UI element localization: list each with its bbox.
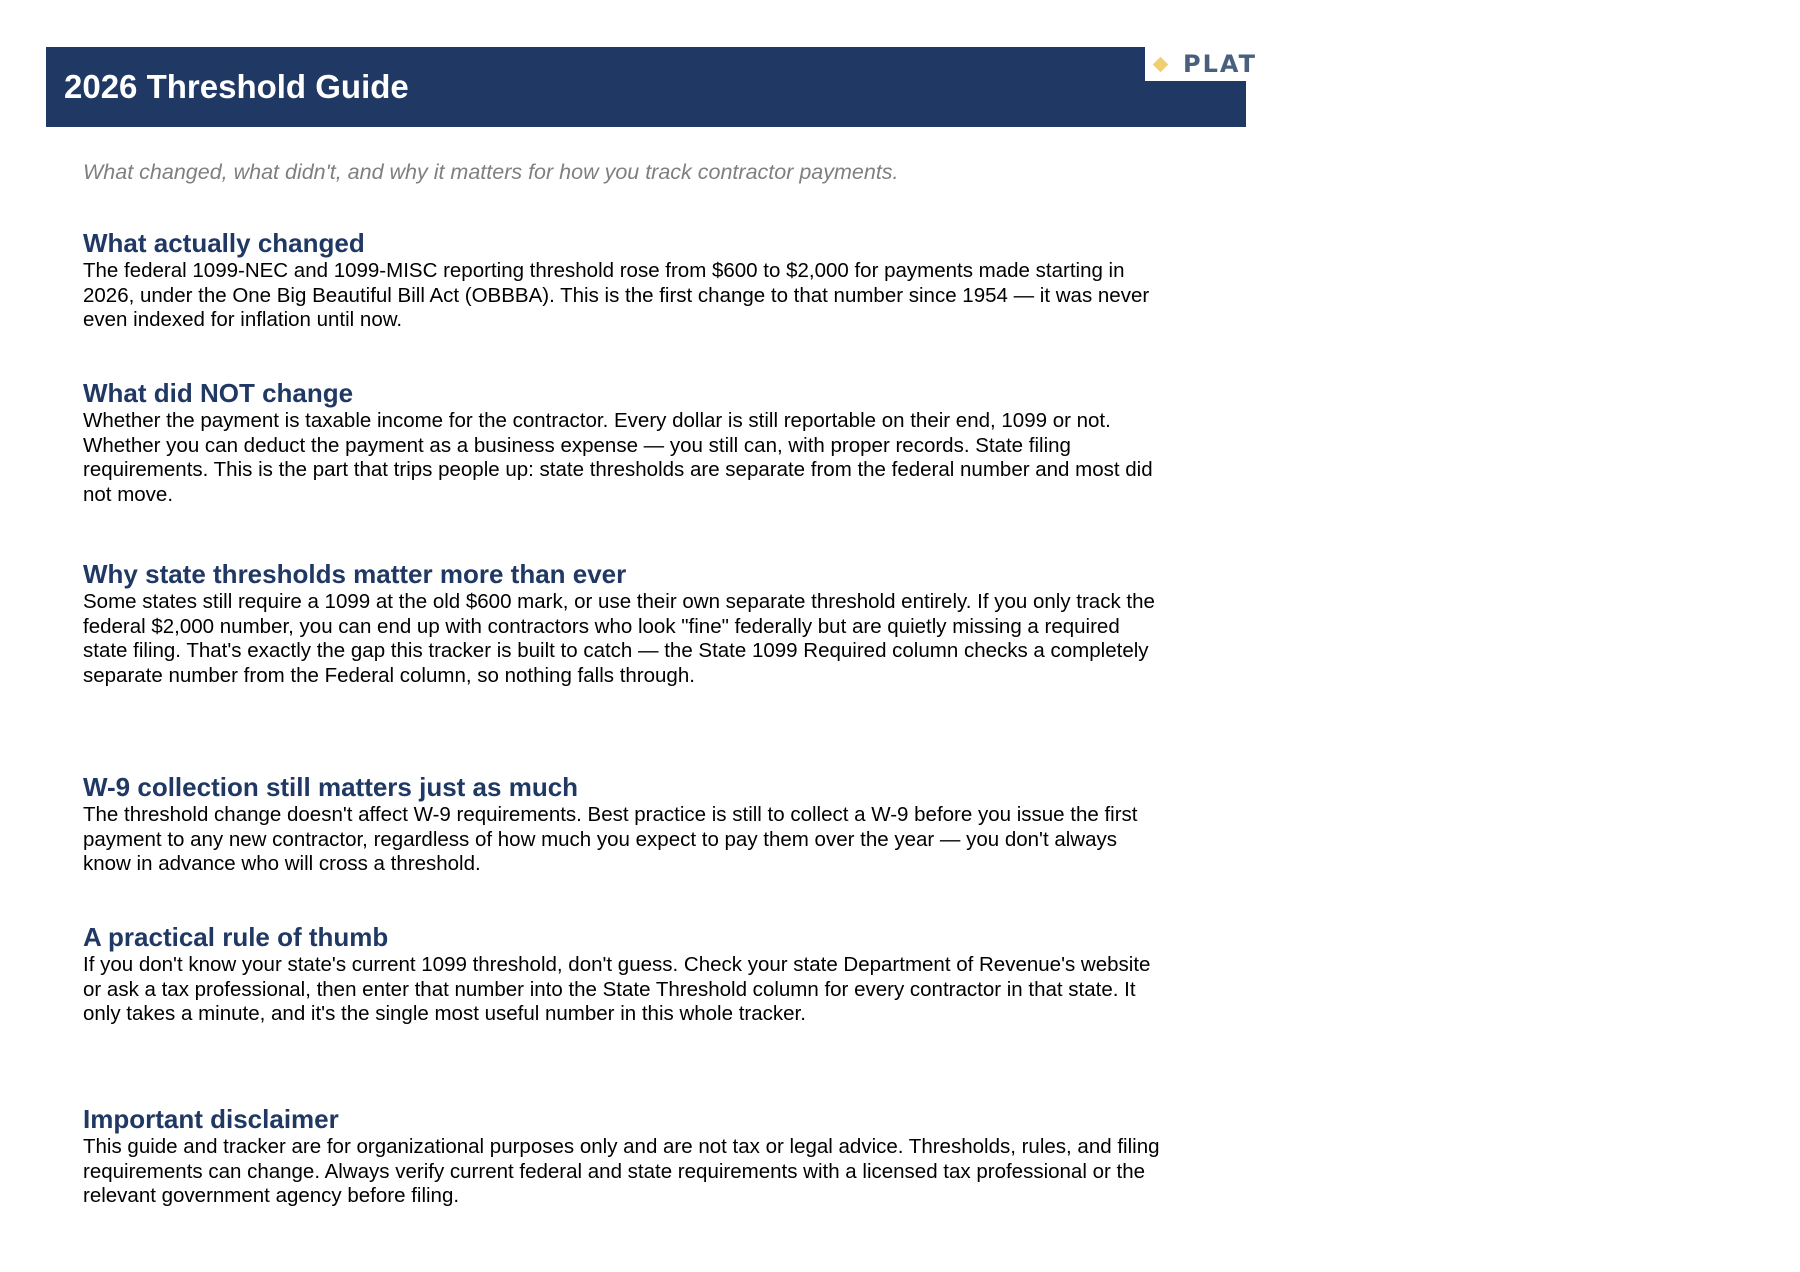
section-heading: W-9 collection still matters just as much	[83, 772, 579, 802]
section-heading: Why state thresholds matter more than ever	[83, 559, 627, 589]
page-title: 2026 Threshold Guide	[64, 68, 409, 105]
section-w9-collection	[83, 772, 1163, 877]
section-heading: Important disclaimer	[83, 1104, 339, 1134]
logo	[1145, 47, 1257, 81]
section-state-thresholds	[83, 559, 1163, 688]
section-what-did-not-change	[83, 378, 1163, 507]
page-subtitle: What changed, what didn't, and why it matters for how you track contractor payments.	[83, 160, 899, 184]
section-body: If you don't know your state's current 1099 threshold, don't guess. Check your state Department of Revenue's website or ask a tax professional, then enter that number into the State Threshold column for every contractor in that state. It only takes a minute, and it's the single most useful number in this whole tracker.	[83, 953, 1151, 1025]
section-body: Whether the payment is taxable income for the contractor. Every dollar is still reportable on their end, 1099 or not. Whether you can deduct the payment as a business expense — you still can, with proper records. State filing requirements. This is the part that trips people up: state thresholds are separate from the federal number and most did not move.	[83, 409, 1153, 506]
section-heading: What did NOT change	[83, 378, 354, 408]
section-disclaimer	[83, 1104, 1163, 1209]
section-body: The federal 1099-NEC and 1099-MISC reporting threshold rose from $600 to $2,000 for payments made starting in 2026, under the One Big Beautiful Bill Act (OBBBA). This is the first change to that number since 1954 — it was never even indexed for inflation until now.	[83, 259, 1150, 331]
section-body: This guide and tracker are for organizational purposes only and are not tax or legal advice. Thresholds, rules, and filing requirements can change. Always verify current federal and state requirements with a licensed tax professional or the relevant government agency before filing.	[83, 1135, 1160, 1207]
section-body: The threshold change doesn't affect W-9 requirements. Best practice is still to collect a W-9 before you issue the first payment to any new contractor, regardless of how much you expect to pay them over the year — you don't always know in advance who will cross a threshold.	[83, 803, 1138, 875]
logo-text: PLAT	[1183, 50, 1257, 78]
section-heading: A practical rule of thumb	[83, 922, 389, 952]
section-what-changed	[83, 228, 1163, 333]
section-heading: What actually changed	[83, 228, 365, 258]
section-rule-of-thumb	[83, 922, 1163, 1027]
section-body: Some states still require a 1099 at the old $600 mark, or use their own separate threshold entirely. If you only track the federal $2,000 number, you can end up with contractors who look "fine" federally but are quietly missing a required state filing. That's exactly the gap this tracker is built to catch — the State 1099 Required column checks a completely separate number from the Federal column, so nothing falls through.	[83, 590, 1155, 687]
header-banner	[46, 47, 1246, 127]
diamond-icon	[1153, 57, 1169, 73]
